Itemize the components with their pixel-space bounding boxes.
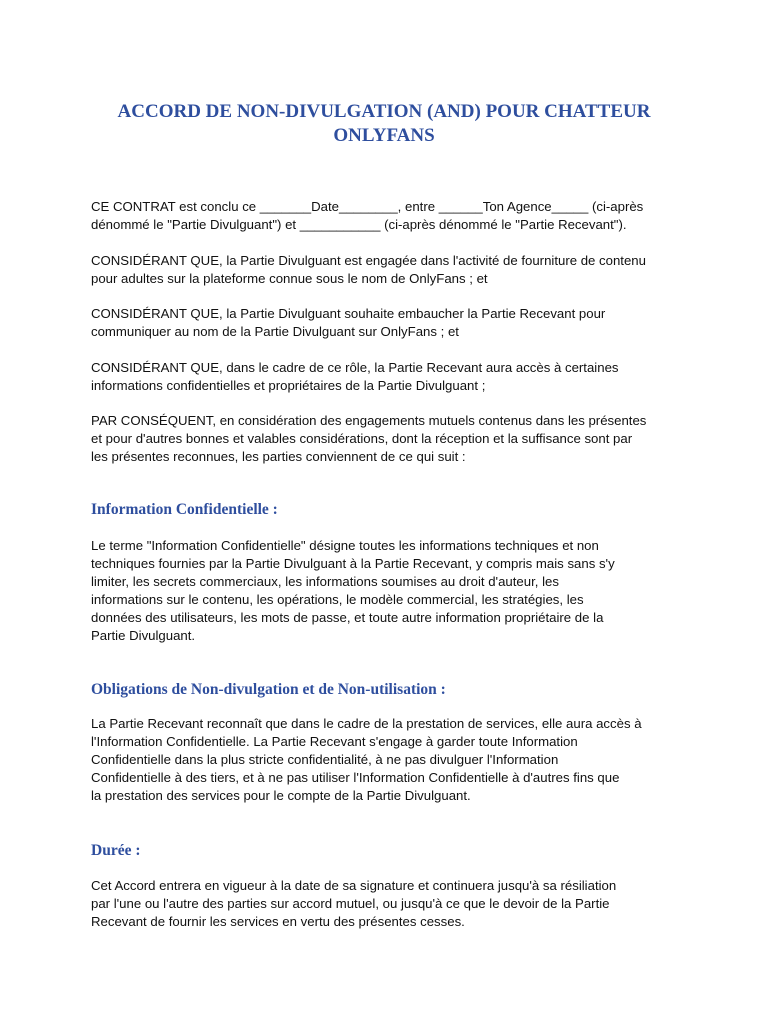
section-heading-duration: Durée : bbox=[91, 842, 141, 859]
text-line: Cet Accord entrera en vigueur à la date de sa signature et continuera jusqu'à sa résiliation bbox=[91, 878, 617, 893]
text-line: CONSIDÉRANT QUE, dans le cadre de ce rôle, la Partie Recevant aura accès à certaines bbox=[91, 360, 619, 375]
considerant-paragraph-3 bbox=[91, 359, 691, 395]
text-line: dénommé le "Partie Divulguant") et ___________ (ci-après dénommé le "Partie Recevant"). bbox=[91, 217, 627, 232]
section-heading-obligations: Obligations de Non-divulgation et de Non-utilisation : bbox=[91, 681, 446, 698]
text-line: informations sur le contenu, les opérations, le modèle commercial, les stratégies, les bbox=[91, 592, 584, 607]
document-title-line-2: ONLYFANS bbox=[333, 125, 435, 146]
text-line: Confidentielle dans la plus stricte confidentialité, à ne pas divulguer l'Information bbox=[91, 752, 559, 767]
text-line: CONSIDÉRANT QUE, la Partie Divulguant souhaite embaucher la Partie Recevant pour bbox=[91, 306, 606, 321]
text-line: CE CONTRAT est conclu ce _______Date________, entre ______Ton Agence_____ (ci-après bbox=[91, 199, 644, 214]
text-line: par l'une ou l'autre des parties sur accord mutuel, ou jusqu'à ce que le devoir de la Partie bbox=[91, 896, 610, 911]
text-line: données des utilisateurs, les mots de passe, et toute autre information propriétaire de la bbox=[91, 610, 604, 625]
text-line: CONSIDÉRANT QUE, la Partie Divulguant est engagée dans l'activité de fourniture de contenu bbox=[91, 253, 646, 268]
text-line: et pour d'autres bonnes et valables considérations, dont la réception et la suffisance sont par bbox=[91, 431, 633, 446]
text-line: Confidentielle à des tiers, et à ne pas utiliser l'Information Confidentielle à d'autres fins que bbox=[91, 770, 620, 785]
text-line: les présentes reconnues, les parties conviennent de ce qui suit : bbox=[91, 449, 466, 464]
section-body-confidential-information bbox=[91, 537, 691, 645]
par-consequent-paragraph bbox=[91, 412, 691, 466]
section-body-duration bbox=[91, 877, 691, 931]
text-line: l'Information Confidentielle. La Partie Recevant s'engage à garder toute Information bbox=[91, 734, 578, 749]
document-title-line-1: ACCORD DE NON-DIVULGATION (AND) POUR CHATTEUR bbox=[117, 101, 651, 122]
text-line: la prestation des services pour le compte de la Partie Divulguant. bbox=[91, 788, 471, 803]
text-line: Le terme "Information Confidentielle" désigne toutes les informations techniques et non bbox=[91, 538, 599, 553]
considerant-paragraph-1 bbox=[91, 252, 691, 288]
text-line: Recevant de fournir les services en vertu des présentes cesses. bbox=[91, 914, 465, 929]
text-line: PAR CONSÉQUENT, en considération des engagements mutuels contenus dans les présentes bbox=[91, 413, 647, 428]
text-line: Partie Divulguant. bbox=[91, 628, 196, 643]
text-line: La Partie Recevant reconnaît que dans le cadre de la prestation de services, elle aura accès à bbox=[91, 716, 642, 731]
intro-paragraph bbox=[91, 198, 691, 234]
text-line: informations confidentielles et propriétaires de la Partie Divulguant ; bbox=[91, 378, 486, 393]
text-line: limiter, les secrets commerciaux, les informations soumises au droit d'auteur, les bbox=[91, 574, 559, 589]
considerant-paragraph-2 bbox=[91, 305, 691, 341]
text-line: pour adultes sur la plateforme connue sous le nom de OnlyFans ; et bbox=[91, 271, 488, 286]
text-line: techniques fournies par la Partie Divulguant à la Partie Recevant, y compris mais sans s'y bbox=[91, 556, 615, 571]
text-line: communiquer au nom de la Partie Divulguant sur OnlyFans ; et bbox=[91, 324, 459, 339]
section-body-obligations bbox=[91, 715, 691, 805]
section-heading-confidential-information: Information Confidentielle : bbox=[91, 501, 278, 518]
